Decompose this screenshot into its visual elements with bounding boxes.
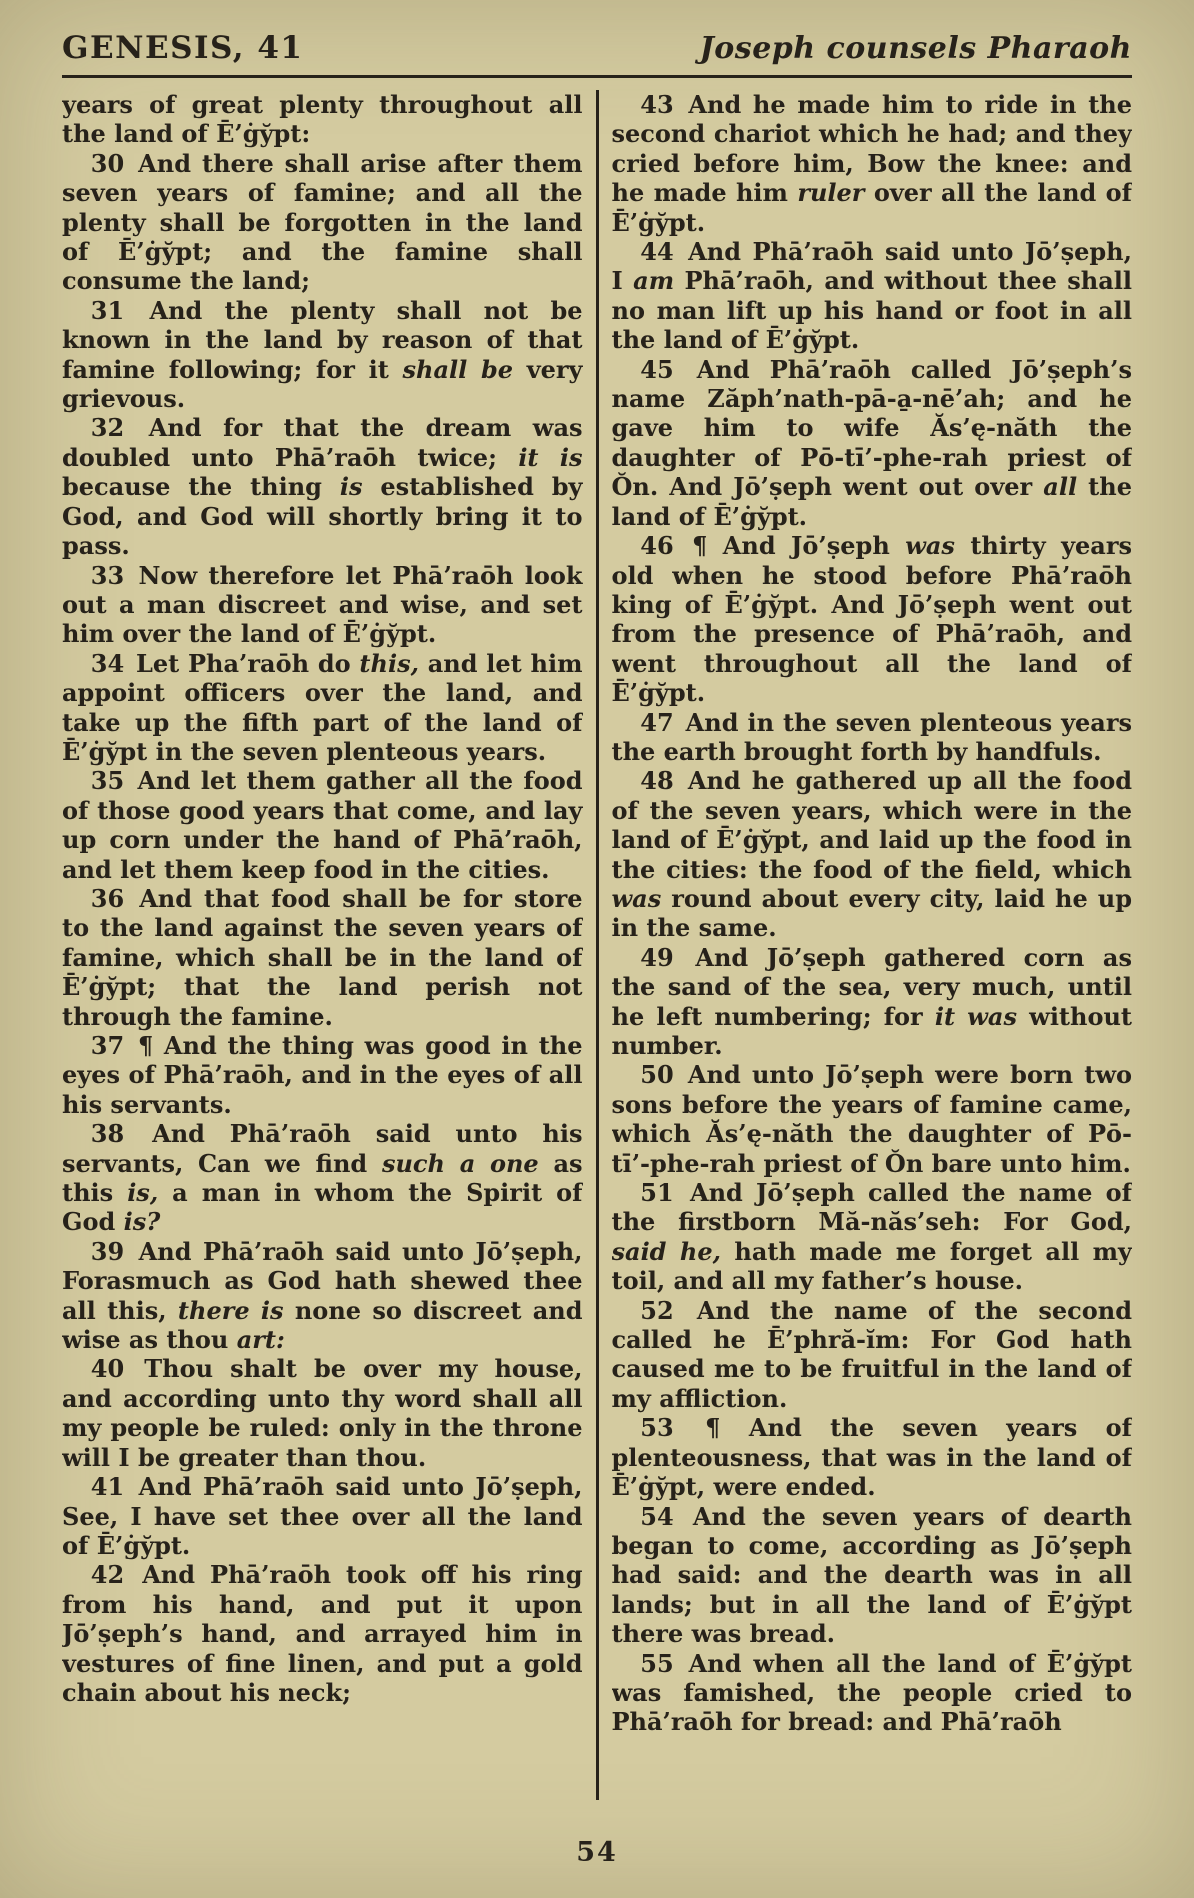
verse-number: 39 [90,1236,125,1266]
verse-53: 53 ¶ And the seven years of plenteousness, that was in the land of Ē’ġy̆pt, were ended. [611,1413,1132,1502]
verse-number: 30 [90,148,125,178]
italic-word: it is [518,442,583,472]
column-divider [596,90,599,1800]
verse-number: 37 [90,1031,125,1060]
verse-number: 38 [90,1119,125,1149]
verse-number: 54 [640,1501,674,1531]
italic-word: said he, [611,1236,721,1266]
verse-number: 44 [640,237,674,267]
verse-46: 46 ¶ And Jō’ṣeph was thirty years old when he stood before Phā’raōh king of Ē’ġy̆pt. And Jō’ṣeph went out from the presence of Phā’raōh, and went throughout all the land of Ē’ġy̆pt. [611,531,1132,708]
verse-number: 41 [90,1472,125,1502]
verse-30: 30 And there shall arise after them seven years of famine; and all the plenty shall be forgotten in the land of Ē’ġy̆pt; and the famine shall consume the land; [62,148,583,296]
italic-word: this, [359,648,419,678]
verse-number: 35 [90,766,125,796]
italic-word: art: [236,1325,285,1355]
running-head: Joseph counsels Pharaoh [699,31,1132,66]
italic-word: was [905,531,955,561]
page-footer [0,1837,1194,1868]
verse-number: 55 [640,1648,674,1678]
header-rule [62,75,1132,78]
verse-number: 48 [640,766,674,796]
verse-number: 46 [640,531,674,561]
verse-number: 51 [640,1178,674,1208]
verse-40: 40 Thou shalt be over my house, and according unto thy word shall all my people be ruled: only in the throne will I be greater than thou. [62,1354,583,1472]
verse-number: 45 [640,354,674,384]
verse-number: 50 [640,1060,674,1090]
verse-32: 32 And for that the dream was doubled unto Phā’raōh twice; it is because the thing is established by God, and God will shortly bring it to pass. [62,413,583,561]
verse-number: 43 [640,90,674,119]
verse-33: 33 Now therefore let Phā’raōh look out a man discreet and wise, and set him over the land of Ē’ġy̆pt. [62,560,583,649]
verse-number: 31 [90,295,125,325]
verse-38: 38 And Phā’raōh said unto his servants, Can we find such a one as this is, a man in whom the Spirit of God is? [62,1119,583,1237]
verse-31: 31 And the plenty shall not be known in the land by reason of that famine following; for it shall be very grievous. [62,295,583,414]
page-header [62,30,1132,66]
italic-word: there is [177,1295,284,1325]
verse-34: 34 Let Pha’raōh do this, and let him appoint officers over the land, and take up the fifth part of the land of Ē’ġy̆pt in the seven plenteous years. [62,648,583,766]
verse-number: 49 [640,942,674,972]
verse-50: 50 And unto Jō’ṣeph were born two sons before the years of famine came, which Ăs’ę-năth the daughter of Pō-tī’-phe-rah priest of Ŏn bare unto him. [611,1060,1132,1178]
verse-number: 34 [90,648,125,678]
italic-word: is, [127,1178,159,1208]
italic-word: am [633,266,675,296]
verse-39: 39 And Phā’raōh said unto Jō’ṣeph, Forasmuch as God hath shewed thee all this, there is none so discreet and wise as thou art: [62,1236,583,1355]
italic-word: it was [934,1001,1017,1031]
verse-49: 49 And Jō’ṣeph gathered corn as the sand of the sea, very much, until he left numbering; for it was without number. [611,942,1132,1060]
verse-number: 52 [640,1295,674,1325]
left-column [62,90,583,1806]
italic-word: was [611,883,662,913]
verse-45: 45 And Phā’raōh called Jō’ṣeph’s name Zăph’nath-pā-a̱-nē’ah; and he gave him to wife Ăs’ę-năth the daughter of Pō-tī’-phe-rah priest of Ŏn. And Jō’ṣeph went out over all the land of Ē’ġy̆pt. [611,354,1132,531]
italic-word: such a one [381,1148,539,1178]
page-title: GENESIS, 41 [62,30,304,66]
italic-word: is? [123,1207,161,1237]
verse-54: 54 And the seven years of dearth began to come, according as Jō’ṣeph had said: and the dearth was in all lands; but in all the land of Ē’ġy̆pt there was bread. [611,1501,1132,1649]
page-number: 54 [576,1837,618,1868]
italic-word: ruler [797,178,865,208]
verse-35: 35 And let them gather all the food of those good years that come, and lay up corn under the hand of Phā’raōh, and let them keep food in the cities. [62,766,583,884]
verse-number: 36 [90,883,125,913]
verse-42: 42 And Phā’raōh took off his ring from his hand, and put it upon Jō’ṣeph’s hand, and arrayed him in vestures of fine linen, and put a gold chain about his neck; [62,1560,583,1707]
verse-51: 51 And Jō’ṣeph called the name of the firstborn Mă-năs’seh: For God, said he, hath made me forget all my toil, and all my father’s house. [611,1178,1132,1296]
italic-word: shall be [402,354,513,384]
verse-number: 33 [90,560,125,590]
verse-52: 52 And the name of the second called he Ē’phră-ĭm: For God hath caused me to be fruitful in the land of my affliction. [611,1295,1132,1413]
verse-44: 44 And Phā’raōh said unto Jō’ṣeph, I am Phā’raōh, and without thee shall no man lift up his hand or foot in all the land of Ē’ġy̆pt. [611,237,1132,355]
italic-word: is [339,472,363,502]
verse-55: 55 And when all the land of Ē’ġy̆pt was famished, the people cried to Phā’raōh for bread: and Phā’raōh [611,1648,1132,1737]
verse-37: 37 ¶ And the thing was good in the eyes of Phā’raōh, and in the eyes of all his servants. [62,1031,583,1119]
italic-word: all [1043,472,1078,502]
verse-number: 47 [640,707,674,737]
verse-number: 42 [90,1560,125,1590]
verse-41: 41 And Phā’raōh said unto Jō’ṣeph, See, I have set thee over all the land of Ē’ġy̆pt. [62,1472,583,1560]
verse-43: 43 And he made him to ride in the second chariot which he had; and they cried before him, Bow the knee: and he made him ruler over all the land of Ē’ġy̆pt. [611,90,1132,237]
verse-continuation: years of great plenty throughout all the land of Ē’ġy̆pt: [62,90,583,149]
verse-number: 40 [90,1354,125,1384]
verse-number: 53 [640,1413,674,1443]
text-columns [62,90,1132,1806]
verse-number: 32 [90,413,125,443]
right-column [612,90,1133,1806]
verse-48: 48 And he gathered up all the food of the seven years, which were in the land of Ē’ġy̆pt, and laid up the food in the cities: the food of the field, which was round about every city, laid he up in the same. [611,766,1132,943]
verse-47: 47 And in the seven plenteous years the earth brought forth by handfuls. [611,707,1132,766]
verse-36: 36 And that food shall be for store to the land against the seven years of famine, which shall be in the land of Ē’ġy̆pt; that the land perish not through the famine. [62,883,583,1031]
